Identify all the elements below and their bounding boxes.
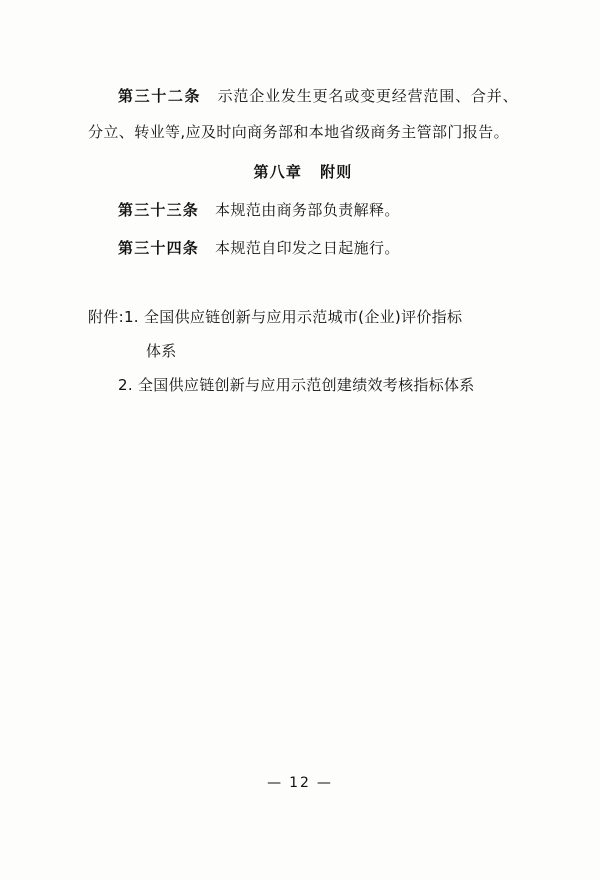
- article-33-paragraph: [88, 192, 518, 228]
- attachment-list: [88, 300, 518, 402]
- page-number: 12: [289, 775, 311, 791]
- attachment-item-2: [88, 368, 518, 402]
- article-33-text: 本规范由商务部负责解释。: [215, 201, 400, 219]
- page-number-dash-left: —: [267, 775, 284, 791]
- article-34-label: 第三十四条: [118, 239, 200, 257]
- chapter-heading: [88, 154, 518, 190]
- attachment-1-text: 全国供应链创新与应用示范城市(企业)评价指标: [143, 308, 463, 326]
- attachment-1-continuation: [88, 334, 518, 368]
- attachment-2-text: 全国供应链创新与应用示范创建绩效考核指标体系: [138, 376, 475, 394]
- article-34-paragraph: [88, 230, 518, 266]
- page-number-dash-right: —: [316, 775, 333, 791]
- chapter-title: 附则: [320, 163, 353, 181]
- page-footer: [0, 775, 600, 791]
- document-body: [88, 78, 518, 402]
- article-32-label: 第三十二条: [118, 87, 202, 105]
- attachment-label: 附件:: [88, 308, 124, 326]
- attachment-1-number: 1.: [123, 308, 139, 326]
- chapter-number: 第八章: [253, 163, 303, 181]
- attachment-1-text-line2: 体系: [146, 342, 177, 360]
- article-32-text: 示范企业发生更名或变更经营范围、合并、分立、转业等,应及时向商务部和本地省级商务主管部门报告。: [88, 87, 518, 141]
- attachment-2-number: 2.: [118, 376, 133, 394]
- attachment-item-1: [88, 300, 518, 334]
- article-33-label: 第三十三条: [118, 201, 200, 219]
- article-32-paragraph: [88, 78, 518, 150]
- article-34-text: 本规范自印发之日起施行。: [215, 239, 400, 257]
